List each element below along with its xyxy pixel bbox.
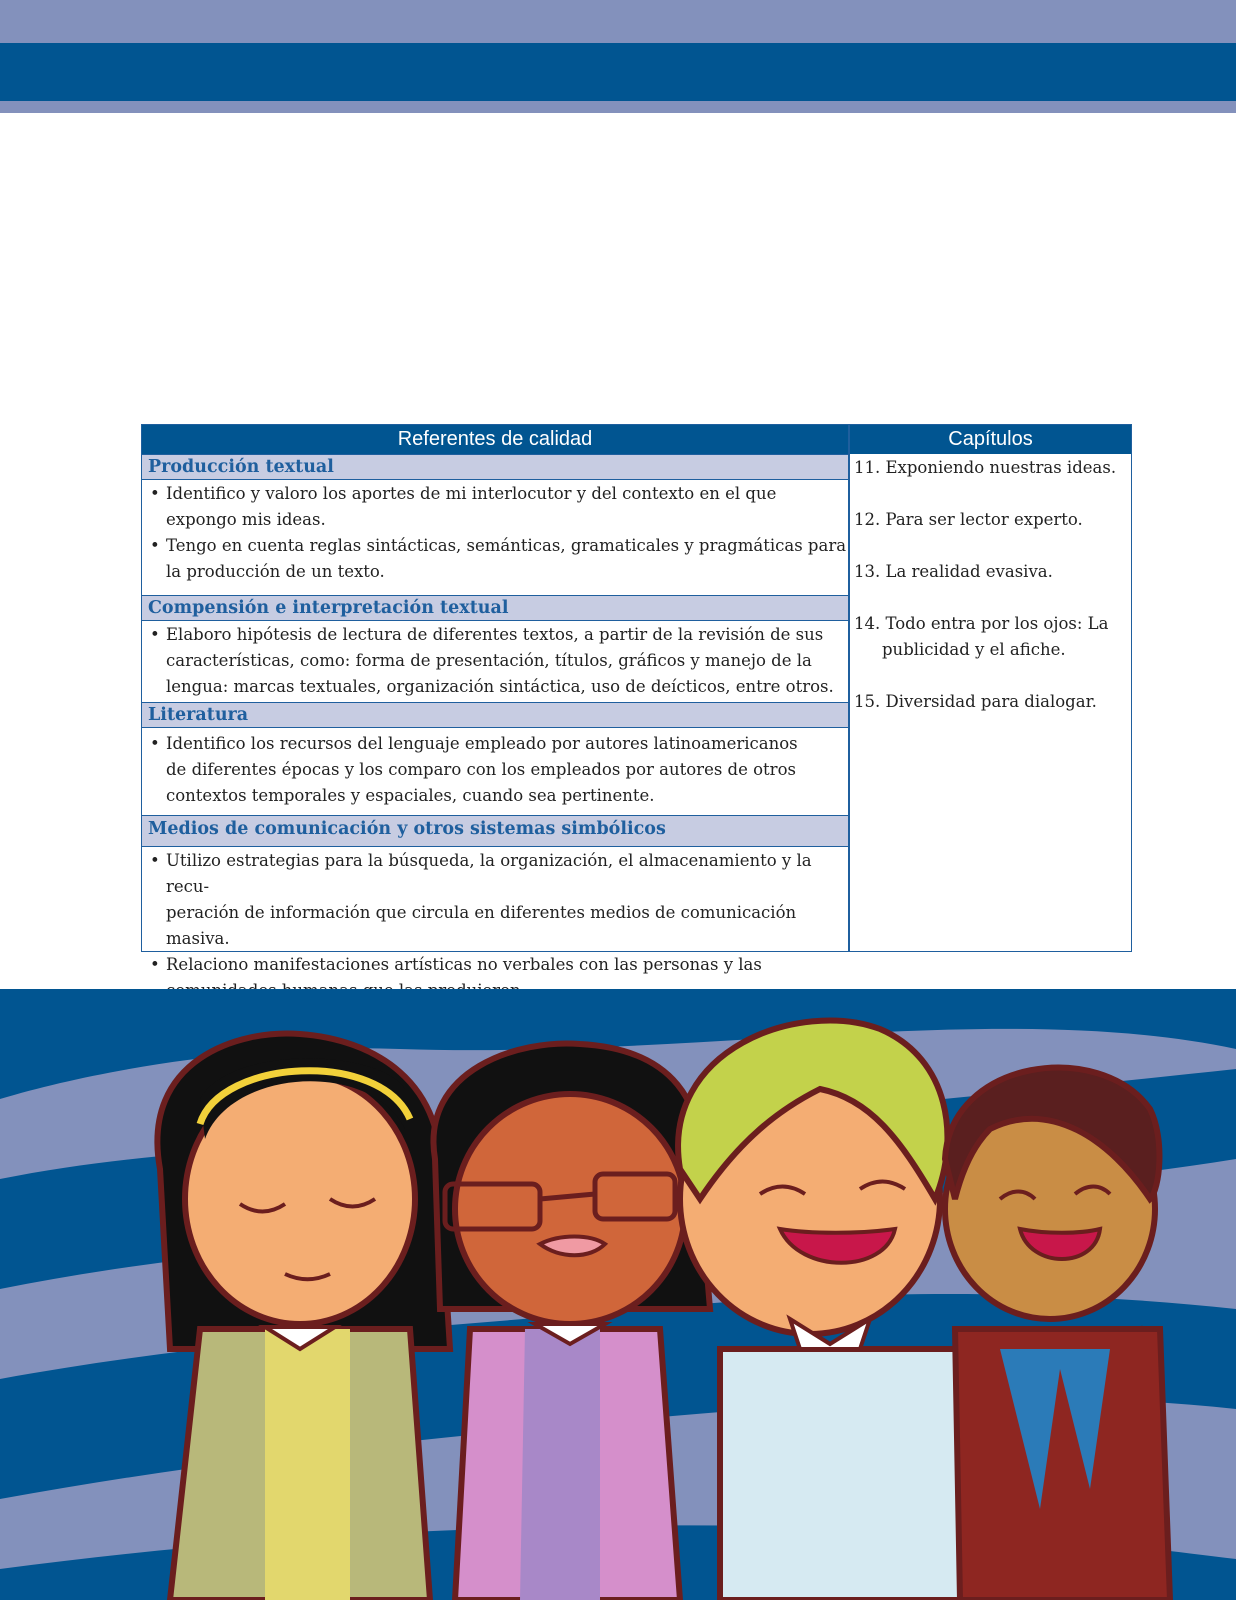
bullet-icon: • [150, 625, 160, 644]
item-line: Relaciono manifestaciones artísticas no verbales con las personas y las [166, 955, 762, 974]
header-referentes: Referentes de calidad [142, 425, 848, 454]
item-line: lengua: marcas textuales, organización sintáctica, uso de deícticos, entre otros. [166, 677, 834, 696]
chapter-item: 15. Diversidad para dialogar. [854, 692, 1097, 711]
list-item [142, 622, 848, 700]
chapter-item-continued: publicidad y el afiche. [882, 640, 1066, 659]
section-items-medios [142, 848, 848, 1004]
section-comprension-textual: Compensión e interpretación textual [142, 595, 848, 621]
top-band-stripe [0, 101, 1236, 113]
column-divider [848, 425, 850, 951]
item-line: Identifico los recursos del lenguaje empleado por autores latinoamericanos [166, 734, 798, 753]
item-line: expongo mis ideas. [166, 510, 326, 529]
chapter-item: 12. Para ser lector experto. [854, 510, 1083, 529]
bullet-icon: • [150, 955, 160, 974]
item-line: Utilizo estrategias para la búsqueda, la organización, el almacenamiento y la recu- [166, 851, 812, 896]
chapter-item: 11. Exponiendo nuestras ideas. [854, 458, 1117, 477]
section-items-comprension [142, 622, 848, 700]
item-line: características, como: forma de presentación, títulos, gráficos y manejo de la [166, 651, 812, 670]
top-band-light [0, 0, 1236, 43]
bullet-icon: • [150, 734, 160, 753]
girl-yellow-headband [157, 1033, 450, 1600]
section-medios-comunicacion: Medios de comunicación y otros sistemas simbólicos [142, 815, 848, 847]
item-line: la producción de un texto. [166, 562, 385, 581]
boy-dark-hair [945, 1068, 1170, 1600]
list-item [142, 481, 848, 533]
item-line: Identifico y valoro los aportes de mi interlocutor y del contexto en el que [166, 484, 777, 503]
chapter-item: 14. Todo entra por los ojos: La [854, 614, 1109, 633]
quality-standards-table [141, 424, 1132, 974]
top-band-dark [0, 43, 1236, 101]
item-line: contextos temporales y espaciales, cuando sea pertinente. [166, 786, 655, 805]
item-line: de diferentes épocas y los comparo con los empleados por autores de otros [166, 760, 796, 779]
list-item [142, 848, 848, 952]
section-items-produccion [142, 481, 848, 585]
section-items-literatura [142, 731, 848, 809]
header-capitulos: Capítulos [850, 425, 1131, 454]
list-item [142, 731, 848, 809]
item-line: Tengo en cuenta reglas sintácticas, semánticas, gramaticales y pragmáticas para [166, 536, 847, 555]
section-literatura: Literatura [142, 702, 848, 728]
bullet-icon: • [150, 536, 160, 555]
bullet-icon: • [150, 484, 160, 503]
bullet-icon: • [150, 851, 160, 870]
section-produccion-textual: Producción textual [142, 454, 848, 480]
item-line: peración de información que circula en diferentes medios de comunicación masiva. [166, 903, 797, 948]
children-illustration [0, 989, 1236, 1600]
item-line: Elaboro hipótesis de lectura de diferentes textos, a partir de la revisión de sus [166, 625, 824, 644]
list-item [142, 533, 848, 585]
chapter-item: 13. La realidad evasiva. [854, 562, 1053, 581]
